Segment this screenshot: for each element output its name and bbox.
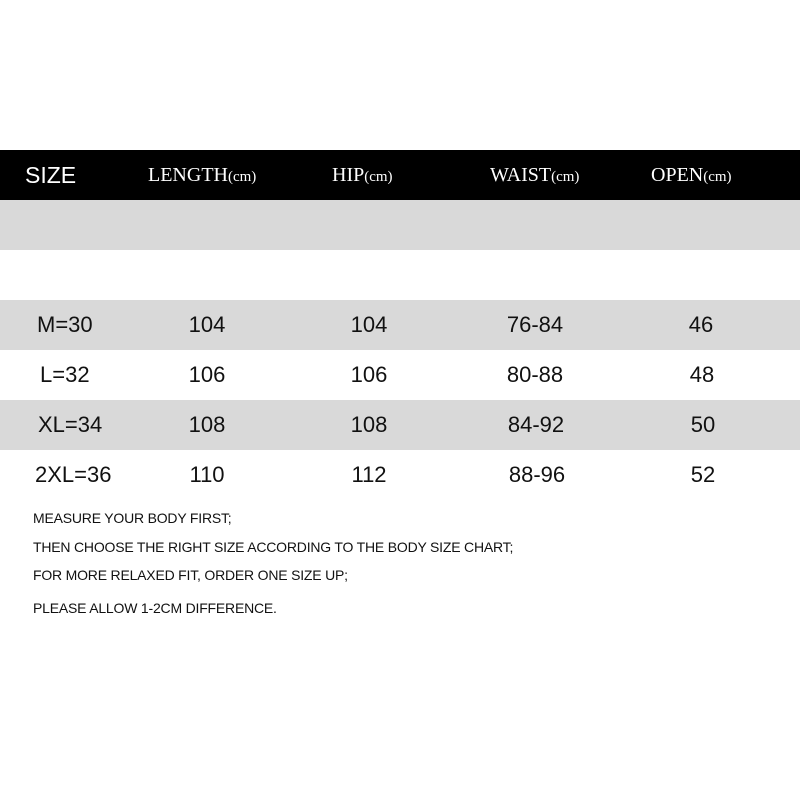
header-length	[148, 150, 256, 200]
cell-waist: 84-92	[507, 412, 565, 437]
gray-spacer-band	[0, 200, 800, 250]
cell-length: 106	[188, 362, 226, 387]
header-length-label: LENGTH	[148, 164, 228, 186]
cell-waist: 80-88	[506, 362, 564, 387]
header-open-unit: (cm)	[703, 169, 732, 185]
header-hip-label: HIP	[332, 164, 365, 186]
cell-length: 110	[189, 462, 225, 487]
cell-hip: 104	[350, 312, 388, 337]
header-hip	[332, 150, 393, 200]
cell-open: 48	[689, 362, 715, 387]
cell-hip: 108	[350, 412, 388, 437]
cell-hip: 112	[351, 462, 387, 487]
cell-open: 50	[690, 412, 716, 437]
table-row	[0, 350, 800, 400]
cell-length: 104	[188, 312, 226, 337]
note-line: THEN CHOOSE THE RIGHT SIZE ACCORDING TO THE BODY SIZE CHART;	[33, 539, 514, 555]
cell-open: 52	[690, 462, 716, 487]
cell-size: M=30	[37, 312, 93, 337]
cell-hip: 106	[350, 362, 388, 387]
cell-length: 108	[188, 412, 226, 437]
note-line: FOR MORE RELAXED FIT, ORDER ONE SIZE UP;	[33, 567, 348, 583]
cell-waist: 76-84	[506, 312, 564, 337]
cell-size: XL=34	[38, 412, 103, 437]
table-header	[0, 150, 800, 200]
note-line: MEASURE YOUR BODY FIRST;	[33, 510, 232, 526]
header-size: SIZE	[25, 162, 77, 188]
cell-waist: 88-96	[508, 462, 566, 487]
header-hip-unit: (cm)	[364, 169, 393, 185]
header-length-unit: (cm)	[227, 169, 257, 185]
header-open	[651, 150, 732, 200]
header-waist-unit: (cm)	[551, 169, 580, 185]
table-row	[0, 300, 800, 350]
header-waist	[490, 150, 579, 200]
table-row	[0, 400, 800, 450]
header-waist-label: WAIST	[490, 164, 552, 186]
note-line: PLEASE ALLOW 1-2CM DIFFERENCE.	[33, 600, 277, 616]
cell-size: 2XL=36	[35, 462, 112, 487]
header-open-label: OPEN	[651, 164, 704, 186]
table-row	[0, 450, 800, 500]
cell-open: 46	[688, 312, 714, 337]
cell-size: L=32	[40, 362, 90, 387]
